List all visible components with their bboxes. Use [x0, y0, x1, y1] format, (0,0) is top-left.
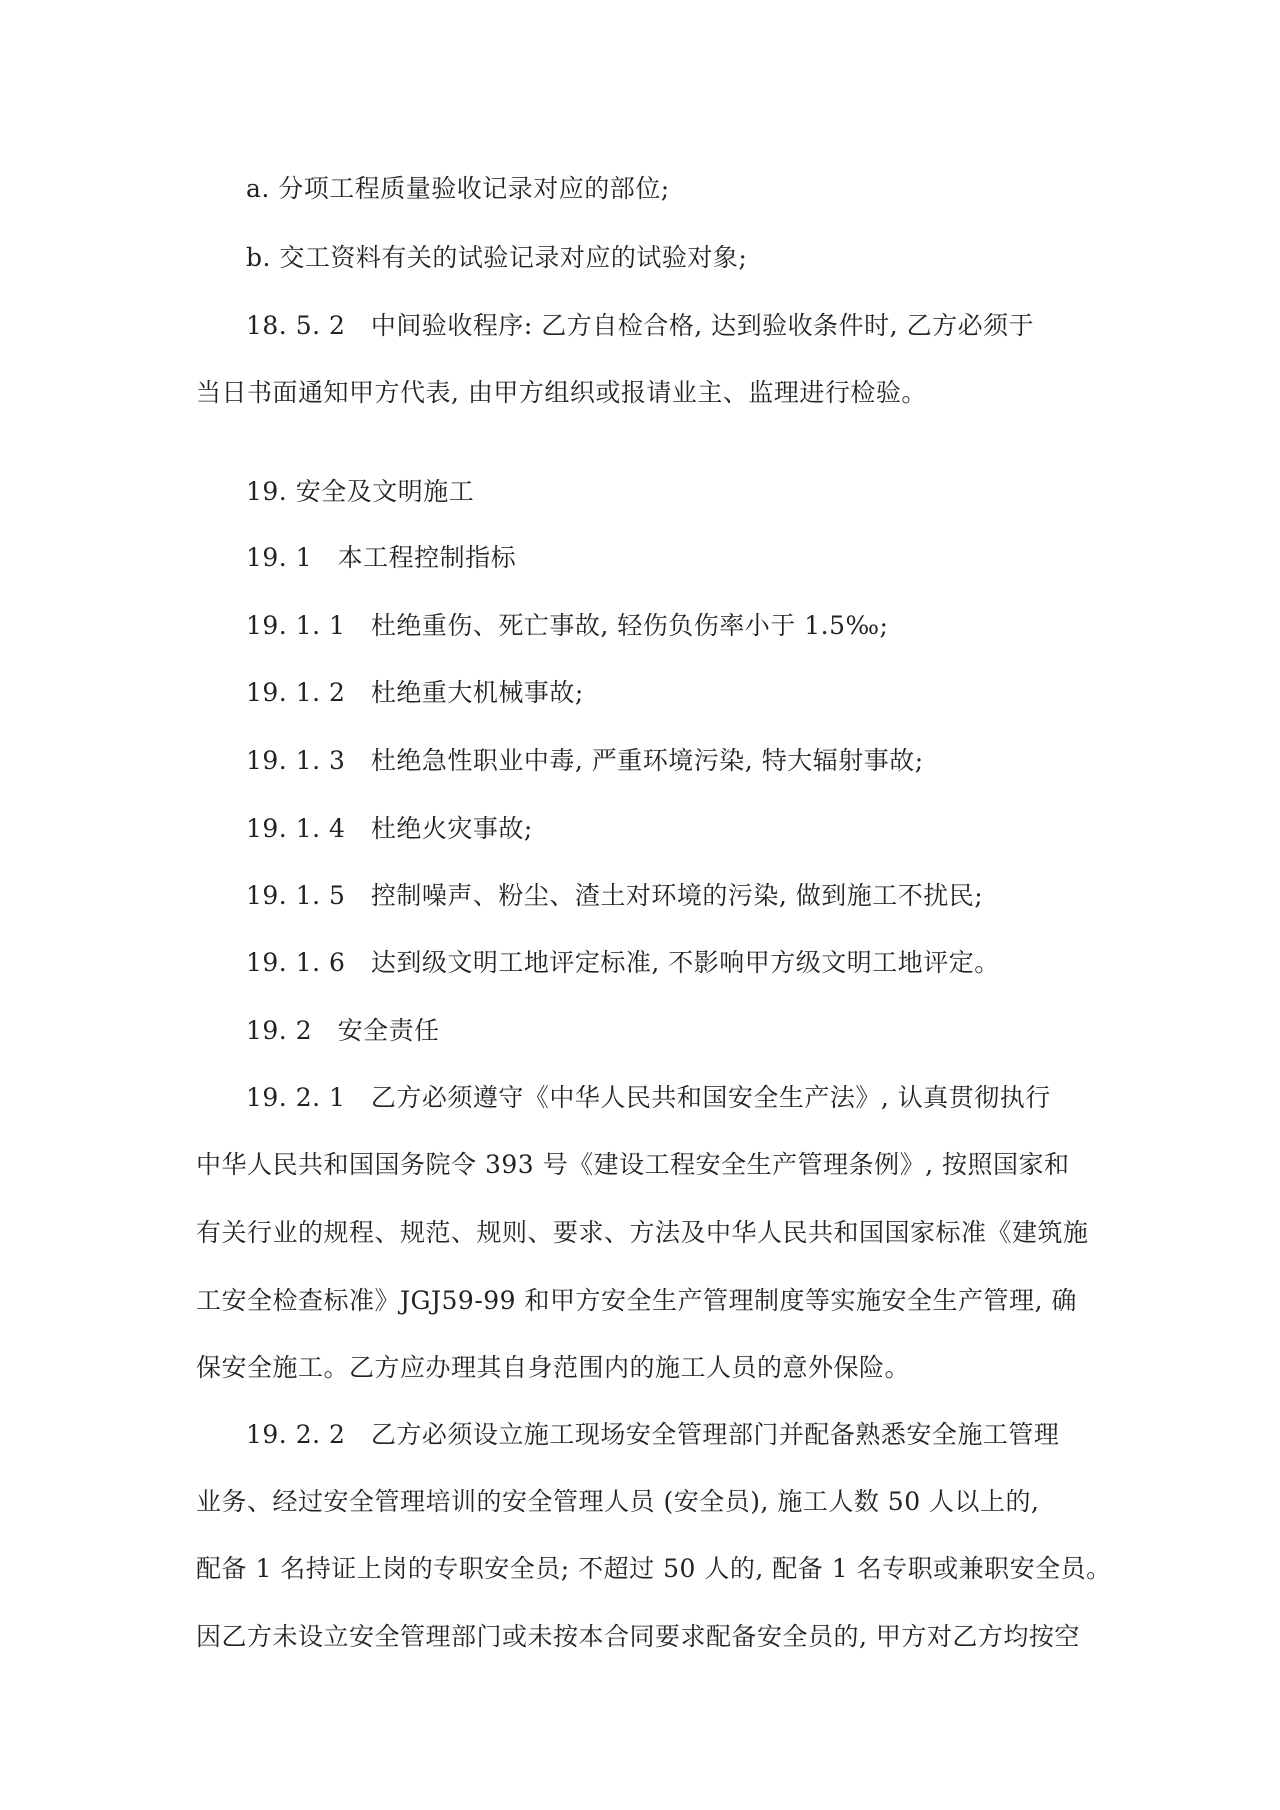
clause-19-1-2: 19. 1. 2 杜绝重大机械事故; — [246, 678, 584, 707]
clause-19-2-2-cont-1: 业务、经过安全管理培训的安全管理人员 (安全员), 施工人数 50 人以上的, — [196, 1487, 1040, 1516]
section-19-heading: 19. 安全及文明施工 — [246, 477, 475, 506]
clause-19-1-1: 19. 1. 1 杜绝重伤、死亡事故, 轻伤负伤率小于 1.5‰; — [246, 611, 889, 640]
clause-19-2-2-cont-2: 配备 1 名持证上岗的专职安全员; 不超过 50 人的, 配备 1 名专职或兼职安全员。 — [196, 1554, 1112, 1583]
clause-19-2-1-cont-4: 保安全施工。乙方应办理其自身范围内的施工人员的意外保险。 — [196, 1353, 911, 1382]
clause-19-2-1: 19. 2. 1 乙方必须遵守《中华人民共和国安全生产法》, 认真贯彻执行 — [246, 1083, 1051, 1112]
clause-19-1-4: 19. 1. 4 杜绝火灾事故; — [246, 814, 533, 843]
clause-19-2-1-cont-1: 中华人民共和国国务院令 393 号《建设工程安全生产管理条例》, 按照国家和 — [196, 1150, 1070, 1179]
clause-19-2-2: 19. 2. 2 乙方必须设立施工现场安全管理部门并配备熟悉安全施工管理 — [246, 1420, 1060, 1449]
item-b: b. 交工资料有关的试验记录对应的试验对象; — [246, 243, 748, 272]
clause-19-2-2-cont-3: 因乙方未设立安全管理部门或未按本合同要求配备安全员的, 甲方对乙方均按空 — [196, 1622, 1080, 1651]
clause-19-1-6: 19. 1. 6 达到级文明工地评定标准, 不影响甲方级文明工地评定。 — [246, 948, 1000, 977]
clause-19-1-5: 19. 1. 5 控制噪声、粉尘、渣土对环境的污染, 做到施工不扰民; — [246, 881, 984, 910]
clause-18-5-2-cont: 当日书面通知甲方代表, 由甲方组织或报请业主、监理进行检验。 — [196, 378, 927, 407]
item-a: a. 分项工程质量验收记录对应的部位; — [246, 174, 670, 203]
clause-19-2: 19. 2 安全责任 — [246, 1016, 440, 1045]
clause-19-1-3: 19. 1. 3 杜绝急性职业中毒, 严重环境污染, 特大辐射事故; — [246, 746, 924, 775]
clause-19-2-1-cont-2: 有关行业的规程、规范、规则、要求、方法及中华人民共和国国家标准《建筑施 — [196, 1218, 1089, 1247]
clause-19-1: 19. 1 本工程控制指标 — [246, 543, 517, 572]
clause-18-5-2: 18. 5. 2 中间验收程序: 乙方自检合格, 达到验收条件时, 乙方必须于 — [246, 311, 1035, 340]
clause-19-2-1-cont-3: 工安全检查标准》JGJ59-99 和甲方安全生产管理制度等实施安全生产管理, 确 — [196, 1286, 1077, 1315]
